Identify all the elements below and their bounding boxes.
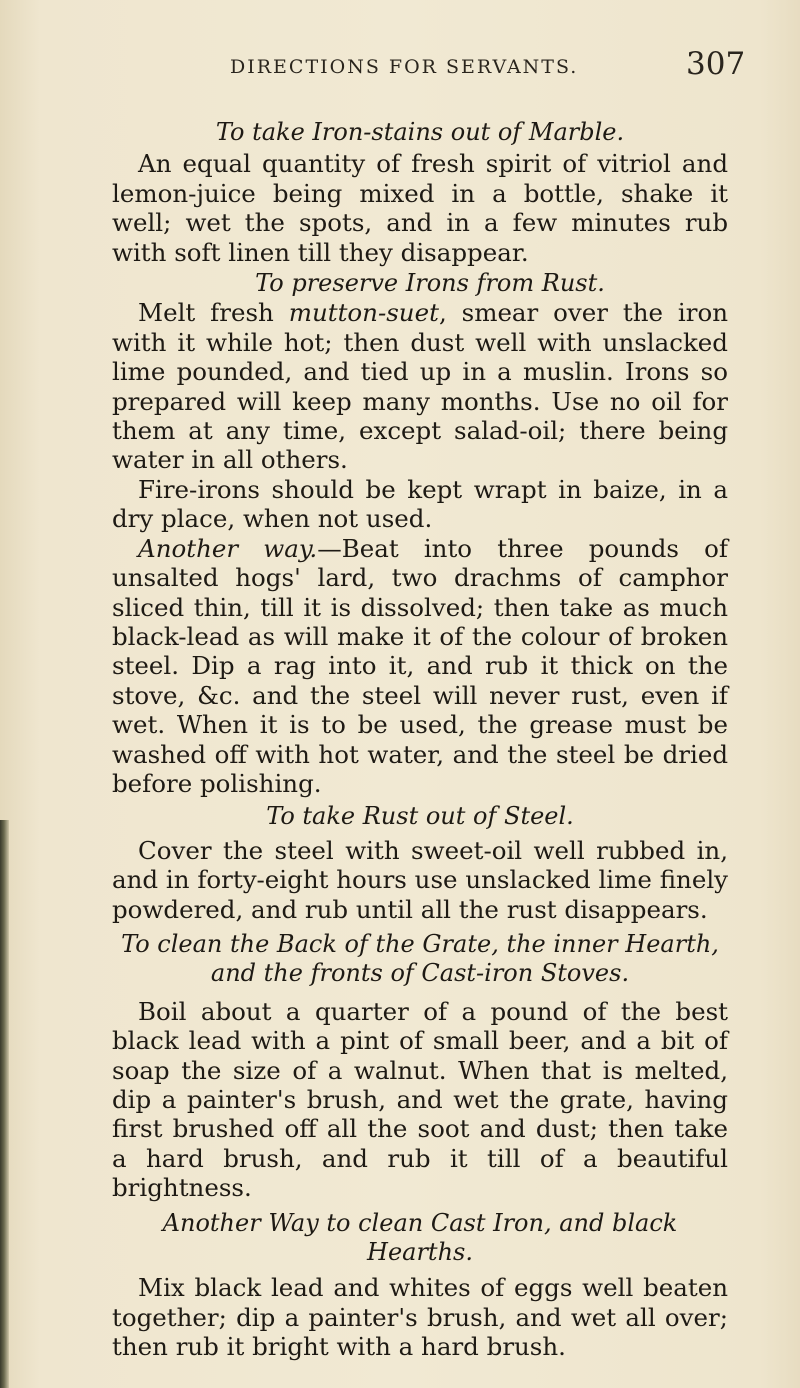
paragraph-lead: Another way.	[138, 533, 318, 563]
paragraph-text: Melt fresh	[138, 298, 289, 328]
section-heading: Another Way to clean Cast Iron, and black Hearths.	[162, 1208, 678, 1267]
paragraph: Cover the steel with sweet-oil well rubbed in, and in forty-eight hours use unslacked lime finely powdered, and rub until all the rust disappears.	[112, 835, 728, 924]
page-binding-edge	[0, 820, 9, 1388]
page-body	[112, 118, 728, 1362]
page-number: 307	[686, 46, 746, 82]
paragraph	[112, 534, 728, 799]
running-title: DIRECTIONS FOR SERVANTS.	[230, 56, 579, 78]
section-heading: To clean the Back of the Grate, the inner Hearth, and the fronts of Cast-iron Stoves.	[121, 929, 719, 988]
emphasis-text: mutton-suet	[288, 298, 439, 328]
paragraph-text: , smear over the iron with it while hot; then dust well with unslacked lime pounded, and tied up in a muslin. Irons so prepared will keep many months. Use no oil for them at any time, except salad-oil; there being water in all others.	[112, 298, 728, 475]
paragraph-text: —Beat into three pounds of unsalted hogs' lard, two drachms of camphor sliced thin, till it is dissolved; then take as much black-lead as will make it of the colour of broken steel. Dip a rag into it, and rub it thick on the stove, &c. and the steel will never rust, even if wet. When it is to be used, the grease must be washed off with hot water, and the steel be dried before polishing.	[112, 533, 728, 798]
paragraph: Fire-irons should be kept wrapt in baize, in a dry place, when not used.	[112, 474, 728, 534]
paragraph	[112, 298, 728, 474]
paragraph: Boil about a quarter of a pound of the best black lead with a pint of small beer, and a bit of soap the size of a walnut. When that is melted, dip a painter's brush, and wet the grate, having first brushed off all the soot and dust; then take a hard brush, and rub it till of a beautiful brightness.	[112, 996, 728, 1203]
section-heading: To take Iron-stains out of Marble.	[215, 118, 625, 146]
paragraph: Mix black lead and whites of eggs well beaten together; dip a painter's brush, and wet all over; then rub it bright with a hard brush.	[112, 1273, 728, 1362]
paragraph: An equal quantity of fresh spirit of vitriol and lemon-juice being mixed in a bottle, shake it well; wet the spots, and in a few minutes rub with soft linen till they disappear.	[112, 149, 728, 267]
section-heading: To preserve Irons from Rust.	[255, 269, 605, 298]
section-heading: To take Rust out of Steel.	[266, 802, 574, 831]
